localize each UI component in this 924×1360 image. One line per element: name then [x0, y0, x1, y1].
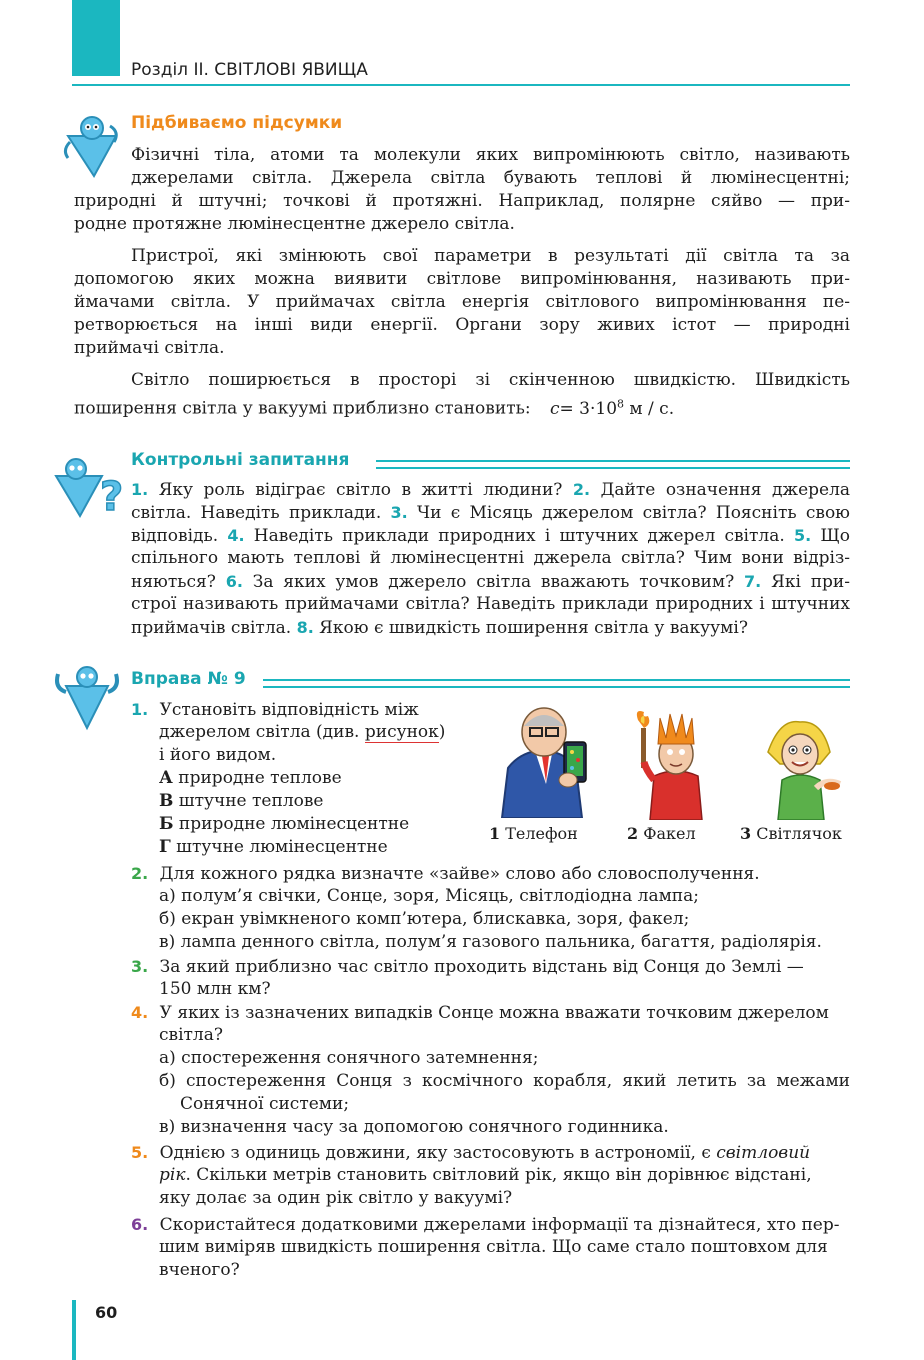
figure-caption — [627, 824, 696, 843]
task-5-line — [131, 1141, 810, 1165]
option-letter: Г — [159, 837, 171, 857]
task-2-item: а) полум’я свічки, Сонце, зоря, Місяць, світлодіодна лампа; — [159, 886, 699, 906]
summary-line: Фізичні тіла, атоми та молекули яких випромінюють світло, називають — [131, 145, 850, 165]
option-letter: Б — [159, 814, 174, 834]
figure-caption — [489, 824, 578, 843]
question-text: спільного мають теплові й люмінесцентні джерела світла? Чим вони відріз- — [131, 548, 850, 568]
task-number: 2. — [131, 864, 149, 883]
task-text: ) — [438, 722, 446, 742]
question-number: 7. — [744, 572, 762, 591]
question-line — [131, 501, 850, 525]
option-letter: В — [159, 791, 174, 811]
question-number: 1. — [131, 480, 149, 499]
question-number: 2. — [572, 480, 591, 499]
page-number: 60 — [95, 1303, 118, 1322]
question-number: 4. — [227, 526, 245, 545]
question-text: Що — [811, 526, 850, 546]
questions-title: Контрольні запитання — [131, 450, 350, 470]
task-text: джерелом світла (див. — [159, 722, 365, 742]
question-text: строї називають приймачами світла? Наведіть приклади природних і штучних — [131, 594, 850, 614]
question-text: За яких умов джерело світла вважають точковим? — [242, 572, 745, 592]
task-number: 4. — [131, 1003, 149, 1022]
svg-text:?: ? — [100, 474, 124, 520]
summary-line: приймачі світла. — [74, 338, 225, 358]
task-text: Однією з одиниць довжини, яку застосовують в астрономії, є — [159, 1143, 717, 1163]
summary-line-text: поширення світла у вакуумі приблизно становить: — [74, 398, 531, 419]
question-text: Дайте означення джерела — [590, 480, 851, 500]
exercise-title: Вправа № 9 — [131, 669, 246, 689]
question-text: Яку роль відіграє світло в житті людини? — [148, 480, 573, 500]
torch-illustration — [632, 710, 716, 820]
task-6-line — [131, 1213, 839, 1237]
term: рік — [159, 1165, 186, 1185]
option-text: штучне теплове — [173, 791, 324, 811]
telephone-illustration — [496, 706, 600, 818]
summary-line: родне протяжне люмінесцентне джерело світла. — [74, 214, 515, 234]
task-1-line: і його видом. — [159, 745, 277, 765]
option-text: природне люмінесцентне — [173, 814, 410, 834]
question-line — [131, 593, 850, 616]
caption-number: 2 — [627, 824, 639, 843]
task-2-item: в) лампа денного світла, полум’я газового пальника, багаття, радіолярія. — [159, 932, 822, 952]
formula-symbol: c — [549, 398, 560, 419]
option-item — [159, 767, 342, 790]
option-letter: А — [159, 768, 173, 788]
task-number: 1. — [131, 700, 149, 719]
question-text: приймачів світла. — [131, 618, 297, 638]
task-4-item: а) спостереження сонячного затемнення; — [159, 1048, 539, 1068]
task-5-line: яку долає за один рік світло у вакуумі? — [159, 1188, 513, 1208]
question-number: 3. — [390, 503, 408, 522]
exercise-title-rule — [263, 679, 850, 688]
task-6-line: вченого? — [159, 1260, 240, 1280]
summary-line: джерелами світла. Джерела світла бувають теплові й люмінесцентні; — [131, 168, 850, 188]
figure-reference: рисунок — [364, 722, 439, 742]
summary-line: Світло поширюється в просторі зі скінченною швидкістю. Швидкість — [131, 370, 850, 390]
question-line — [131, 478, 850, 502]
task-2-line — [131, 862, 760, 886]
summary-line: ймачами світла. У приймачах світла енергія світлового випромінювання пе- — [74, 292, 850, 312]
question-text: відповідь. — [131, 526, 228, 546]
task-text: За який приблизно час світло проходить відстань від Сонця до Землі — — [159, 957, 804, 977]
header-rule — [72, 84, 850, 86]
task-6-line: шим виміряв швидкість поширення світла. Що саме стало поштовхом для — [159, 1237, 828, 1257]
formula-exponent: 8 — [617, 397, 625, 410]
option-text: штучне люмінесцентне — [170, 837, 388, 857]
option-text: природне теплове — [172, 768, 342, 788]
question-text: Якою є швидкість поширення світла у вакуумі? — [313, 618, 748, 638]
formula-value: = 3·10 — [559, 398, 618, 419]
term: світловий — [716, 1143, 811, 1163]
option-item — [159, 836, 388, 859]
question-line — [131, 547, 850, 570]
question-text: Які при- — [761, 572, 850, 592]
question-text: світла. Наведіть приклади. — [131, 503, 391, 523]
task-1-line — [159, 721, 445, 744]
task-text: Для кожного рядка визначте «зайве» слово або словосполучення. — [159, 864, 760, 884]
task-4-line — [131, 1001, 829, 1025]
task-number: 5. — [131, 1143, 149, 1162]
firefly-girl-illustration — [760, 712, 844, 820]
task-4-line: світла? — [159, 1025, 223, 1045]
question-number: 6. — [225, 572, 243, 591]
formula-dot: . — [668, 398, 675, 419]
figure-caption — [740, 824, 842, 843]
task-2-item: б) екран увімкненого комп’ютера, блискавка, зоря, факел; — [159, 909, 690, 929]
formula — [550, 399, 674, 419]
task-number: 6. — [131, 1215, 149, 1234]
footer-bar — [72, 1300, 76, 1360]
task-5-line — [159, 1164, 812, 1187]
question-text: Наведіть приклади природних і штучних джерел світла. — [244, 526, 794, 546]
chapter-title: Розділ II. СВІТЛОВІ ЯВИЩА — [131, 60, 368, 80]
summary-line: допомогою яких можна виявити світлове випромінювання, називають при- — [74, 269, 850, 289]
question-text: Чи є Місяць джерелом світла? Поясніть свою — [407, 503, 850, 523]
option-item — [159, 813, 409, 836]
task-3-line — [131, 955, 850, 979]
task-4-item: б) спостереження Сонця з космічного корабля, який летить за межами — [159, 1071, 850, 1091]
mascot-thinking-icon — [62, 114, 122, 180]
summary-line-formula — [74, 392, 674, 421]
question-line — [131, 616, 850, 640]
summary-line: природні й штучні; точкові й протяжні. Наприклад, полярне сяйво — при- — [74, 191, 850, 211]
task-text: Установіть відповідність між — [159, 700, 419, 720]
task-text: У яких із зазначених випадків Сонце можна вважати точковим джерелом — [159, 1003, 829, 1023]
mascot-question-icon — [52, 458, 126, 522]
caption-number: 1 — [489, 824, 501, 843]
task-4-item: Сонячної системи; — [180, 1094, 350, 1114]
caption-text: Телефон — [500, 824, 578, 843]
task-3-line: 150 млн км? — [159, 979, 271, 999]
question-text: няються? — [131, 572, 226, 592]
question-number: 8. — [296, 618, 314, 637]
summary-line: Пристрої, які змінюють свої параметри в результаті дії світла та за — [131, 246, 850, 266]
task-text: . Скільки метрів становить світловий рік, якщо він дорівнює відстані, — [185, 1165, 812, 1185]
task-number: 3. — [131, 957, 149, 976]
question-line — [131, 570, 850, 594]
caption-text: Світлячок — [751, 824, 842, 843]
summary-line: ретворюється на інші види енергії. Органи зору живих істот — природні — [74, 315, 850, 335]
formula-unit: м / с — [629, 398, 669, 419]
caption-text: Факел — [638, 824, 696, 843]
mascot-strong-icon — [52, 664, 122, 732]
task-4-item: в) визначення часу за допомогою сонячного годинника. — [159, 1117, 669, 1137]
caption-number: 3 — [740, 824, 752, 843]
summary-title: Підбиваємо підсумки — [131, 113, 343, 133]
question-number: 5. — [793, 526, 812, 545]
questions-title-rule — [376, 460, 850, 469]
header-color-block — [72, 0, 120, 76]
question-line — [131, 524, 850, 548]
option-item — [159, 790, 324, 813]
task-1-line — [131, 698, 419, 722]
task-text: Скористайтеся додатковими джерелами інформації та дізнайтеся, хто пер- — [159, 1215, 840, 1235]
